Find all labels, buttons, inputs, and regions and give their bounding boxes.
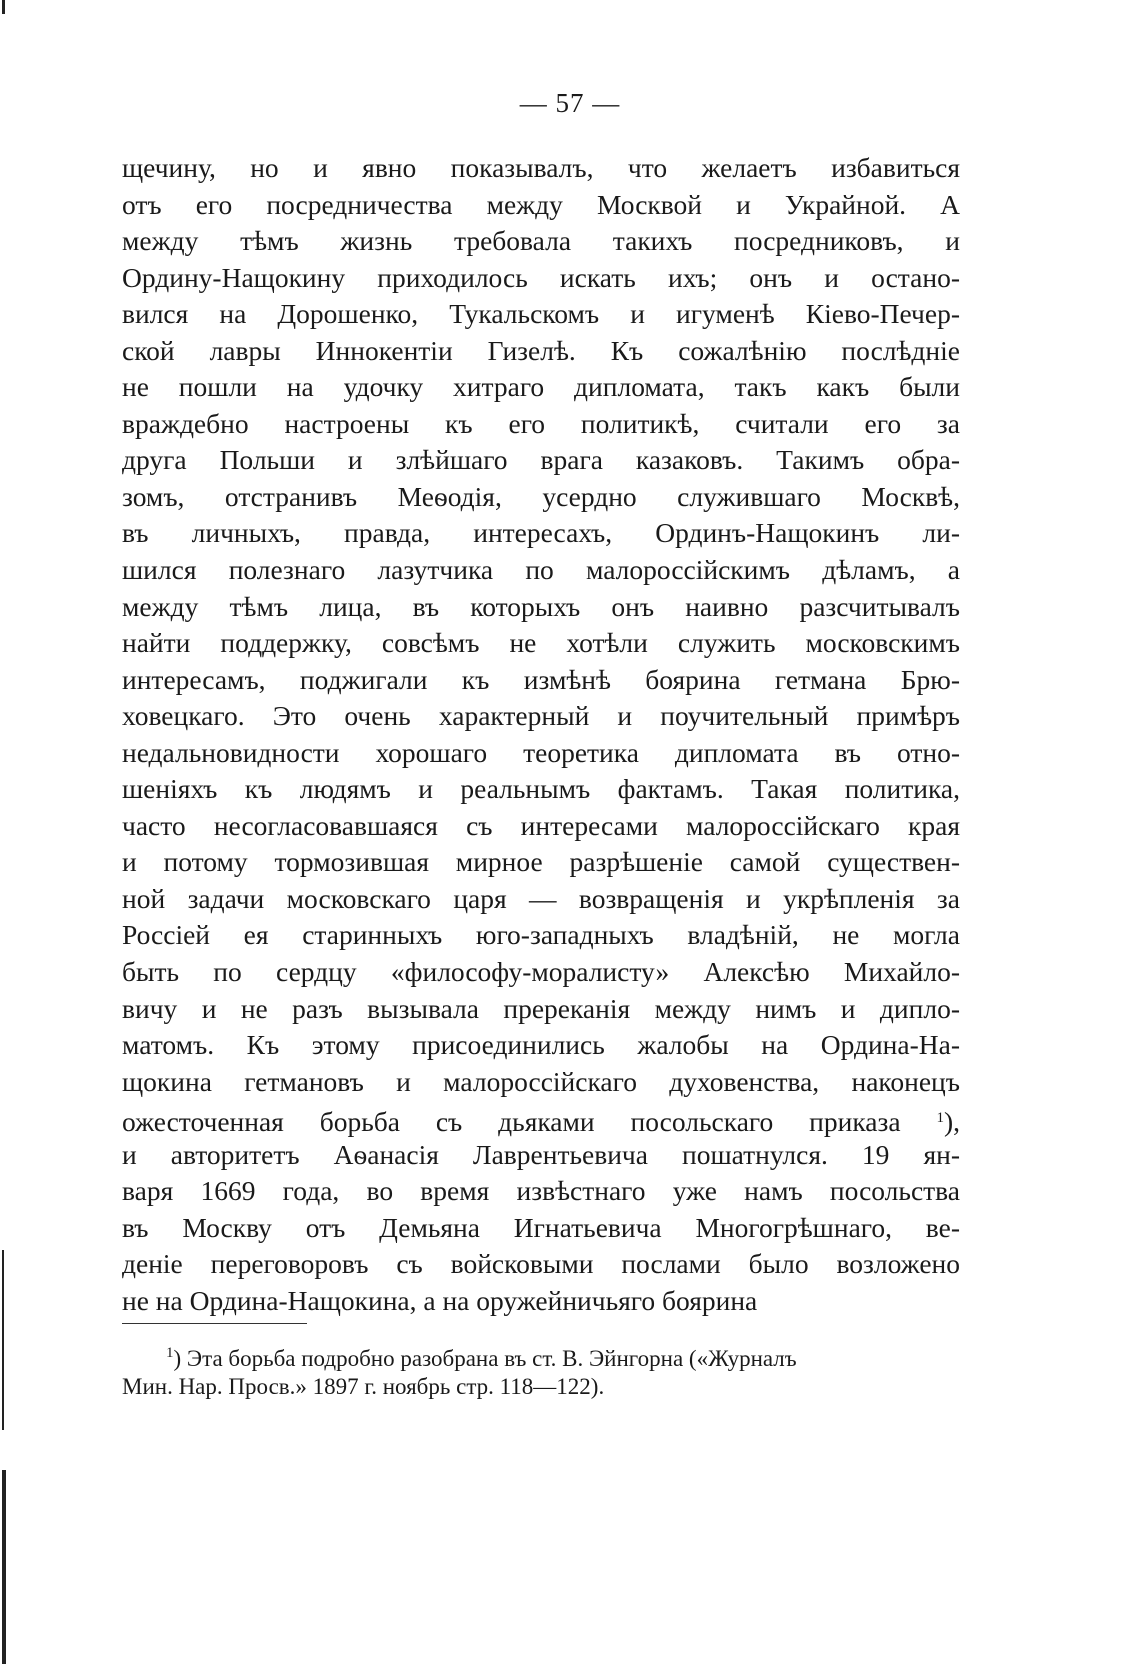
text-line: ховецкаго. Это очень характерный и поучительный примѣръ [122,700,960,732]
text-line: въ личныхъ, правда, интересахъ, Ординъ-Нащокинъ ли- [122,517,960,549]
text-line: матомъ. Къ этому присоединились жалобы на Ордина-На- [122,1029,960,1061]
text-line: недальновидности хорошаго теоретика дипломата въ отно- [122,736,960,768]
text-line: Ордину-Нащокину приходилось искать ихъ; онъ и остано- [122,261,960,293]
footnote [122,1336,960,1404]
footnote-marker: 1 [166,1345,174,1361]
scan-left-edge [0,0,12,1664]
text-line: вился на Дорошенко, Тукальскомъ и игуменѣ Кіево-Печер- [122,298,960,330]
footnote-divider [122,1323,307,1324]
footnote-reference-suffix: ), [943,1106,960,1137]
text-line-with-footnote-ref [122,1100,960,1137]
text-line: интересамъ, поджигали къ измѣнѣ боярина гетмана Брю- [122,663,960,695]
text-line: не на Ордина-Нащокина, а на оружейничьяго боярина [122,1284,758,1316]
text-line: между тѣмъ жизнь требовала такихъ посредниковъ, и [122,225,960,257]
text-line: и авторитетъ Аѳанасія Лаврентьевича пошатнулся. 19 ян- [122,1138,960,1170]
text-line: не пошли на удочку хитраго дипломата, такъ какъ были [122,371,960,403]
text-line: деніе переговоровъ съ войсковыми послами было возложено [122,1248,960,1280]
text-line: часто несогласовавшаяся съ интересами малороссійскаго края [122,809,960,841]
footnote-reference[interactable]: 1 [936,1110,944,1127]
footnote-line [122,1336,960,1370]
text-line: быть по сердцу «философу-моралисту» Алексѣю Михайло- [122,956,960,988]
scan-mark [2,1470,6,1664]
text-line: найти поддержку, совсѣмъ не хотѣли служить московскимъ [122,627,960,659]
text-line: въ Москву отъ Демьяна Игнатьевича Многогрѣшнаго, ве- [122,1211,960,1243]
text-line: зомъ, отстранивъ Меѳодія, усердно служившаго Москвѣ, [122,480,960,512]
scan-mark [2,1250,4,1430]
text-line: шился полезнаго лазутчика по малороссійскимъ дѣламъ, а [122,554,960,586]
text-line: враждебно настроены къ его политикѣ, считали его за [122,407,960,439]
text-line: Россіей ея старинныхъ юго-западныхъ владѣній, не могла [122,919,960,951]
text-line: варя 1669 года, во время извѣстнаго уже намъ посольства [122,1175,960,1207]
page-number: — 57 — [519,88,621,118]
text-line: вичу и не разъ вызывала пререканія между нимъ и дипло- [122,992,960,1024]
footnote-line: Мин. Нар. Просв.» 1897 г. ноябрь стр. 118—122). [122,1374,605,1399]
text-line: и потому тормозившая мирное разрѣшеніе самой существен- [122,846,960,878]
main-text [122,150,960,1320]
text-line: между тѣмъ лица, въ которыхъ онъ наивно разсчитывалъ [122,590,960,622]
text-line: ской лавры Иннокентіи Гизелѣ. Къ сожалѣнію послѣдніе [122,334,960,366]
text-line: ной задачи московскаго царя — возвращенія и укрѣпленія за [122,882,960,914]
text-line: отъ его посредничества между Москвой и Украйной. А [122,188,960,220]
footnote-marker-suffix: ) [173,1346,182,1371]
scan-mark [2,0,5,14]
text-line: шеніяхъ къ людямъ и реальнымъ фактамъ. Такая политика, [122,773,960,805]
text-line: щокина гетмановъ и малороссійскаго духовенства, наконецъ [122,1065,960,1097]
footnote-text: Эта борьба подробно разобрана въ ст. В. Эйнгорна («Журналъ [181,1346,797,1371]
text-line: щечину, но и явно показывалъ, что желаетъ избавиться [122,152,960,183]
text-line: друга Польши и злѣйшаго врага казаковъ. Такимъ обра- [122,444,960,476]
text-line-segment: ожесточенная борьба съ дьяками посольскаго приказа [122,1106,901,1137]
